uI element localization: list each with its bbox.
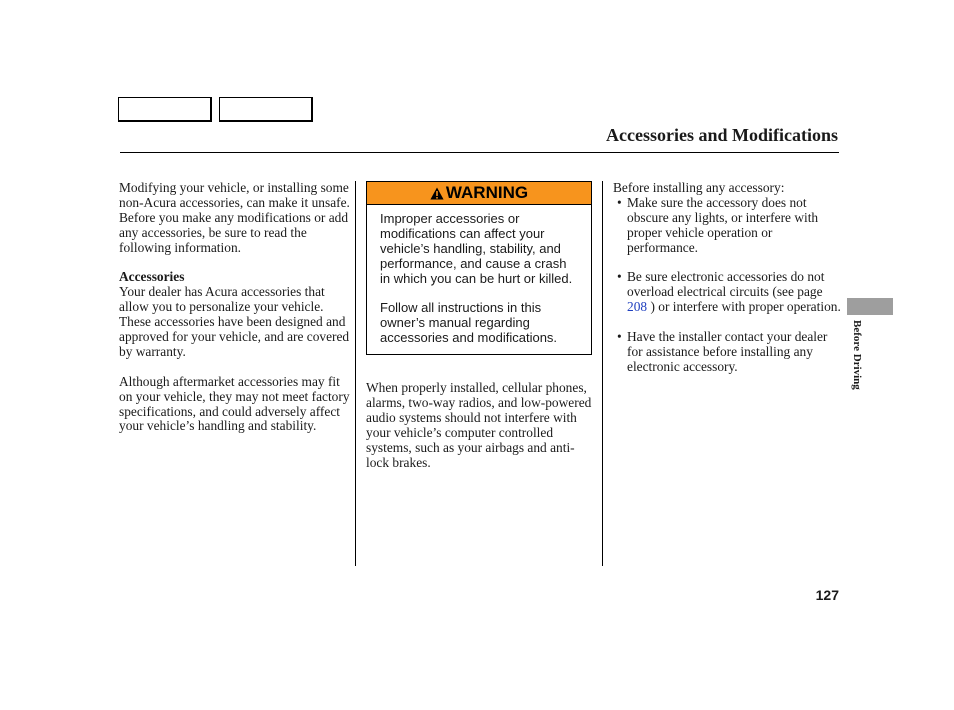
page-208-link[interactable]: 208 [627, 299, 648, 315]
cellular-paragraph: When properly installed, cellular phones, alarms, two-way radios, and low-powered audio systems should not interfere with your vehicle’s computer controlled systems, such as your airbags and anti-lock brakes. [366, 380, 592, 470]
column-divider-1 [355, 181, 356, 566]
bullet-item-lights: • Make sure the accessory does not obscure any lights, or interfere with proper vehicle operation or performance. [617, 194, 819, 255]
bullet-item-circuits: • Be sure electronic accessories do not overload electrical circuits (see page 208 ) or interfere with proper operation. [617, 269, 841, 315]
warning-paragraph-1: Improper accessories or modifications can affect your vehicle’s handling, stability, and performance, and cause a crash in which you can be hurt or killed. [380, 211, 573, 286]
accessories-paragraph: Your dealer has Acura accessories that allow you to personalize your vehicle. These accessories have been designed and approved for your vehicle, and are covered by warranty. [119, 284, 350, 359]
page-title: Accessories and Modifications [606, 125, 838, 145]
warning-paragraph-2: Follow all instructions in this owner’s manual regarding accessories and modifications. [380, 300, 558, 346]
accessories-heading: Accessories [119, 269, 185, 285]
aftermarket-paragraph: Although aftermarket accessories may fit on your vehicle, they may not meet factory specifications, and could adversely affect your vehicle’s handling and stability. [119, 373, 350, 434]
section-tab[interactable] [847, 298, 893, 315]
intro-paragraph: Modifying your vehicle, or installing some non-Acura accessories, can make it unsafe. Before you make any modifications or add any accessories, be sure to read the following information. [119, 180, 350, 255]
warning-triangle-icon [430, 187, 444, 200]
warning-header [367, 182, 591, 205]
section-label: Before Driving [851, 320, 863, 390]
column-right [613, 181, 841, 375]
column-divider-2 [602, 181, 603, 566]
warning-label: WARNING [445, 182, 529, 202]
title-rule [120, 152, 839, 153]
bullets-lead: Before installing any accessory: [613, 180, 785, 195]
nav-main-menu-button[interactable] [118, 97, 212, 122]
bullet-item-installer: • Have the installer contact your dealer for assistance before installing any electronic accessory. [617, 329, 828, 374]
warning-box [366, 181, 592, 355]
bullet-list [613, 196, 841, 375]
column-middle [366, 181, 594, 471]
nav-index-button[interactable] [219, 97, 313, 122]
column-left [119, 181, 351, 434]
page-number: 127 [815, 587, 839, 603]
